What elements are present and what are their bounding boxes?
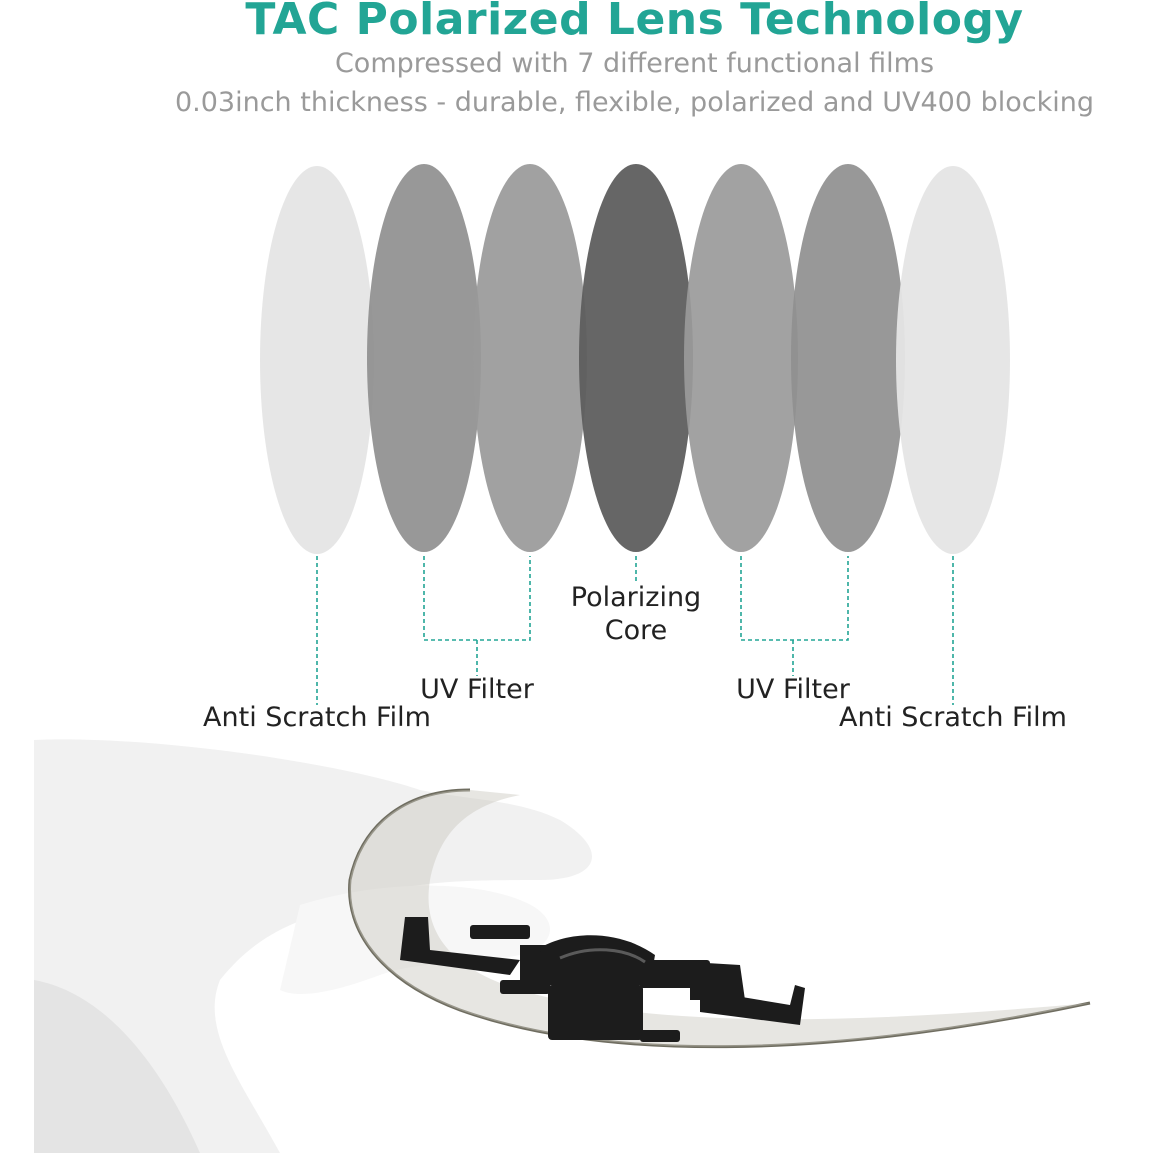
film-anti-scratch-left [260, 166, 374, 554]
label-uv-filter-right: UV Filter [736, 674, 850, 705]
film-uv-filter-right-2 [791, 164, 905, 552]
page-title: TAC Polarized Lens Technology [245, 0, 1024, 45]
film-uv-filter-right-1 [684, 164, 798, 552]
label-uv-filter-left: UV Filter [420, 674, 534, 705]
label-polarizing-core [566, 582, 706, 646]
label-anti-scratch-left: Anti Scratch Film [203, 702, 431, 733]
label-polarizing-core-line2: Core [604, 615, 668, 646]
label-anti-scratch-right: Anti Scratch Film [839, 702, 1067, 733]
film-uv-filter-left-1 [367, 164, 481, 552]
film-anti-scratch-right [896, 166, 1010, 554]
subtitle-thickness: 0.03inch thickness - durable, flexible, polarized and UV400 blocking [174, 87, 1094, 118]
leader-uv-left [424, 556, 530, 676]
subtitle-films: Compressed with 7 different functional films [334, 48, 935, 79]
film-layers [260, 164, 1010, 554]
product-photo [34, 739, 1090, 1153]
leader-uv-right [741, 556, 848, 676]
film-uv-filter-left-2 [473, 164, 587, 552]
film-polarizing-core [579, 164, 693, 552]
label-polarizing-core-line1: Polarizing [570, 582, 702, 613]
